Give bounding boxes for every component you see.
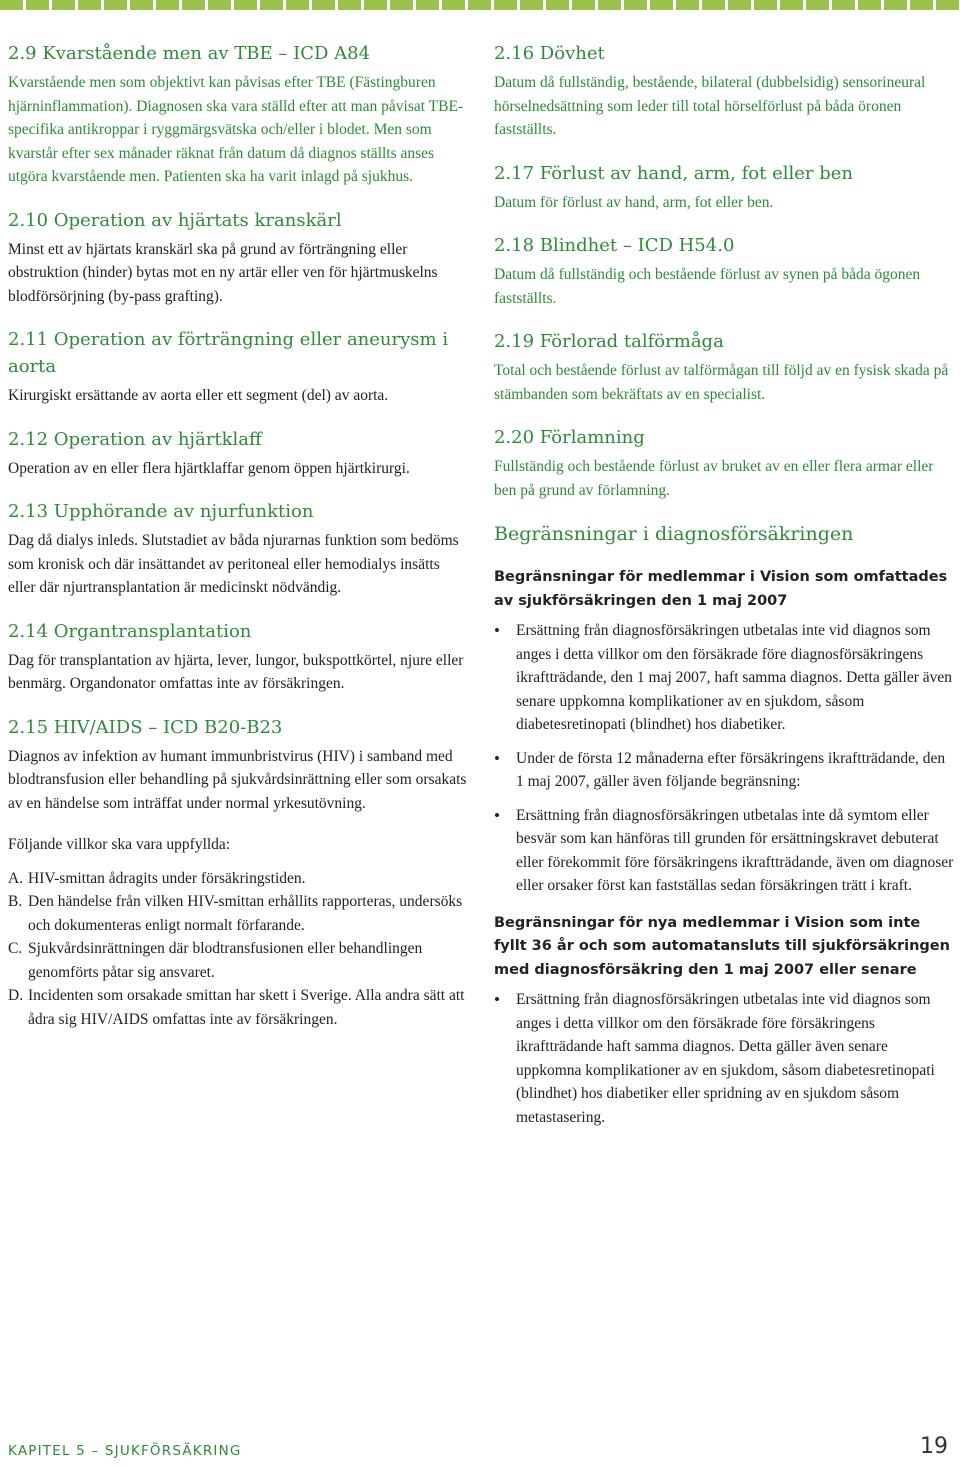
limits-group-1 bbox=[494, 566, 956, 898]
section-text: Fullständig och bestående förlust av bruket av en eller flera armar eller ben på grund av förlamning. bbox=[494, 458, 934, 499]
section-text: Total och bestående förlust av talförmågan till följd av en fysisk skada på stämbanden som bekräftats av en specialist. bbox=[494, 362, 949, 403]
top-stripe bbox=[0, 0, 960, 10]
section-text: Datum då fullständig och bestående förlust av synen på båda ögonen fastställts. bbox=[494, 266, 921, 307]
condition-item bbox=[8, 984, 470, 1031]
section-2-9 bbox=[8, 40, 470, 189]
section-heading: 2.9 Kvarstående men av TBE – ICD A84 bbox=[8, 43, 371, 64]
section-text: Kvarstående men som objektivt kan påvisas efter TBE (Fästingburen hjärninflammation). Diagnosen ska vara ställd efter att man påvisat TBE-specifika antikroppar i ryggmärgsvätska och/eller i blodet. Men som kvarstår efter sex månader räknat från datum då diagnos ställts anses utgöra kvarstående men. Patienten ska ha varit inlagd på sjukhus. bbox=[8, 74, 464, 185]
section-2-19 bbox=[494, 328, 956, 406]
section-text: Datum då fullständig, bestående, bilateral (dubbelsidig) sensorineural hörselnedsättning som leder till total hörselförlust på båda öronen fastställts. bbox=[494, 74, 926, 138]
section-text: Dag för transplantation av hjärta, lever, lungor, bukspottkörtel, njure eller benmärg. Organdonator omfattas inte av försäkringen. bbox=[8, 651, 464, 692]
condition-marker: C. bbox=[8, 940, 23, 957]
section-heading: 2.18 Blindhet – ICD H54.0 bbox=[494, 235, 735, 256]
section-2-10 bbox=[8, 207, 470, 309]
section-heading: 2.10 Operation av hjärtats kranskärl bbox=[8, 209, 342, 231]
condition-item bbox=[8, 890, 470, 937]
chapter-label: KAPITEL 5 – SJUKFÖRSÄKRING bbox=[8, 1443, 242, 1459]
condition-item bbox=[8, 867, 470, 891]
condition-text: Incidenten som orsakade smittan har skett i Sverige. Alla andra sätt att ådra sig HIV/AIDS omfattas inte av försäkringen. bbox=[28, 987, 465, 1028]
section-heading: 2.20 Förlamning bbox=[494, 427, 645, 448]
section-2-20 bbox=[494, 424, 956, 502]
limits-bullet: • Ersättning från diagnosförsäkringen utbetalas inte då symtom eller besvär som kan hänföras till grunden för ersättningskravet debuterat eller förekommit före försäkringens ikraftträdande, även om diagnoser eller orsaker först kan fastställas sedan försäkringen trätt i kraft. bbox=[494, 804, 956, 898]
section-2-12 bbox=[8, 426, 470, 481]
section-heading: 2.16 Dövhet bbox=[494, 43, 605, 64]
section-heading: 2.11 Operation av förträngning eller aneurysm i aorta bbox=[8, 329, 449, 377]
section-text: Dag då dialys inleds. Slutstadiet av båda njurarnas funktion som bedöms som kronisk och där insättandet av peritoneal eller hemodialys insätts eller där njurtransplantation är medicinskt nödvändig. bbox=[8, 532, 459, 596]
conditions-intro: Följande villkor ska vara uppfyllda: bbox=[8, 836, 231, 853]
section-text: Datum för förlust av hand, arm, fot eller ben. bbox=[494, 193, 774, 211]
section-text: Kirurgiskt ersättande av aorta eller ett segment (del) av aorta. bbox=[8, 387, 389, 404]
limits-bullet-list bbox=[494, 619, 956, 898]
condition-text: Sjukvårdsinrättningen där blodtransfusionen eller behandlingen genomförts påtar sig ansvaret. bbox=[28, 940, 423, 981]
limits-group-2 bbox=[494, 912, 956, 1130]
section-heading: 2.15 HIV/AIDS – ICD B20-B23 bbox=[8, 716, 283, 738]
limits-bullet: • Under de första 12 månaderna efter försäkringens ikraftträdande, den 1 maj 2007, gäller även följande begränsning: bbox=[494, 747, 956, 794]
section-2-15 bbox=[8, 714, 470, 1032]
section-text: Minst ett av hjärtats kranskärl ska på grund av förträngning eller obstruktion (hinder) bytas mot en ny artär eller ven för hjärtmuskelns blodförsörjning (by-pass grafting). bbox=[8, 240, 438, 305]
section-text: Diagnos av infektion av humant immunbristvirus (HIV) i samband med blodtransfusion eller behandling på sjukvårdsinrättning eller som orsakats av en händelse som inträffat under normal yrkesutövning. bbox=[8, 747, 467, 812]
condition-text: HIV-smittan ådragits under försäkringstiden. bbox=[28, 869, 306, 887]
section-heading: 2.19 Förlorad talförmåga bbox=[494, 331, 724, 352]
limits-bullet-list bbox=[494, 988, 956, 1129]
section-2-18 bbox=[494, 232, 956, 310]
section-2-17 bbox=[494, 160, 956, 215]
limits-bullet: • Ersättning från diagnosförsäkringen utbetalas inte vid diagnos som anges i detta villkor om den försäkrade före försäkringens ikraftträdande haft samma diagnos. Detta gäller även senare uppkomna komplikationer av en sjukdom, såsom diabetesretinopati (blindhet) hos diabetiker eller spridning av en sjukdom såsom metastasering. bbox=[494, 988, 956, 1129]
section-2-16 bbox=[494, 40, 956, 142]
condition-item bbox=[8, 937, 470, 984]
right-column bbox=[494, 40, 956, 1143]
section-text: Operation av en eller flera hjärtklaffar genom öppen hjärtkirurgi. bbox=[8, 459, 410, 477]
condition-marker: D. bbox=[8, 987, 24, 1004]
section-heading: 2.14 Organtransplantation bbox=[8, 620, 252, 642]
limits-group-heading: Begränsningar för nya medlemmar i Vision som inte fyllt 36 år och som automatansluts till sjukförsäkringen med diagnosförsäkring den 1 maj 2007 eller senare bbox=[494, 914, 950, 978]
condition-marker: B. bbox=[8, 893, 23, 910]
limits-group-heading: Begränsningar för medlemmar i Vision som omfattades av sjukförsäkringen den 1 maj 2007 bbox=[494, 569, 948, 609]
limits-title: Begränsningar i diagnosförsäkringen bbox=[494, 523, 854, 545]
condition-marker: A. bbox=[8, 869, 24, 887]
page-footer bbox=[8, 1434, 952, 1462]
section-2-13 bbox=[8, 498, 470, 600]
section-heading: 2.12 Operation av hjärtklaff bbox=[8, 428, 262, 450]
page-number: 19 bbox=[920, 1434, 948, 1459]
section-heading: 2.17 Förlust av hand, arm, fot eller ben bbox=[494, 162, 854, 184]
section-2-14 bbox=[8, 618, 470, 696]
limits-bullet: • Ersättning från diagnosförsäkringen utbetalas inte vid diagnos som anges i detta villkor om den försäkrade före diagnosförsäkringens ikraftträdande, den 1 maj 2007, haft samma diagnos. Detta gäller även senare uppkomna komplikationer av en sjukdom, såsom diabetesretinopati (blindhet) hos diabetiker. bbox=[494, 619, 956, 737]
conditions-list bbox=[8, 867, 470, 1032]
left-column bbox=[8, 40, 470, 1031]
section-2-11 bbox=[8, 326, 470, 408]
condition-text: Den händelse från vilken HIV-smittan erhållits rapporteras, undersöks och dokumenteras enligt normalt förfarande. bbox=[28, 893, 463, 934]
section-heading: 2.13 Upphörande av njurfunktion bbox=[8, 501, 314, 522]
